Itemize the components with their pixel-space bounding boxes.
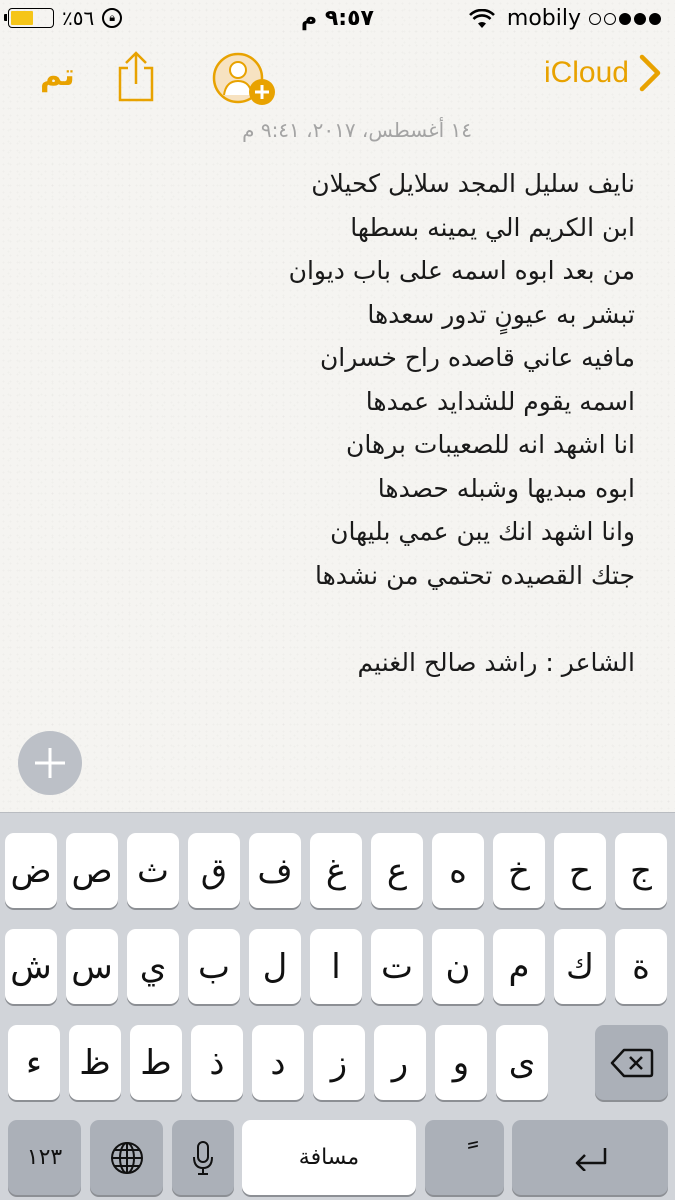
dictation-key[interactable]	[172, 1120, 234, 1195]
status-bar	[0, 0, 675, 40]
note-line: جتك القصيده تحتمي من نشدها	[314, 560, 635, 590]
key-row2-10[interactable]: ش	[5, 929, 57, 1004]
globe-key[interactable]	[90, 1120, 163, 1195]
key-row2-1[interactable]: ك	[554, 929, 606, 1004]
key-row2-7[interactable]: ب	[188, 929, 240, 1004]
note-line: الشاعر : راشد صالح الغنيم	[357, 647, 635, 677]
wifi-icon	[469, 9, 495, 29]
key-row2-0[interactable]: ة	[615, 929, 667, 1004]
signal-dot	[619, 13, 631, 25]
key-row3-2[interactable]: ر	[374, 1025, 426, 1100]
key-row3-3[interactable]: ز	[313, 1025, 365, 1100]
key-row3-4[interactable]: د	[252, 1025, 304, 1100]
key-row1-7[interactable]: ق	[188, 833, 240, 908]
note-line: مافيه عاني قاصده راح خسران	[319, 343, 635, 372]
status-right	[469, 6, 661, 31]
key-row1-1[interactable]: ح	[554, 833, 606, 908]
share-icon	[120, 53, 152, 100]
key-row1-8[interactable]: ث	[127, 833, 179, 908]
note-line: تبشر به عيونٍ تدور سعدها	[367, 299, 635, 329]
key-row1-0[interactable]: ج	[615, 833, 667, 908]
key-row3-1[interactable]: و	[435, 1025, 487, 1100]
share-button[interactable]	[114, 48, 158, 104]
signal-dot	[589, 13, 601, 25]
navigation-bar	[0, 40, 675, 110]
plus-badge-icon	[249, 79, 275, 105]
key-row1-2[interactable]: خ	[493, 833, 545, 908]
return-key[interactable]	[512, 1120, 668, 1195]
key-row2-3[interactable]: ن	[432, 929, 484, 1004]
return-icon	[572, 1145, 608, 1171]
key-row1-5[interactable]: غ	[310, 833, 362, 908]
key-row2-4[interactable]: ت	[371, 929, 423, 1004]
battery-percent: ٪٥٦	[62, 6, 95, 30]
note-line: وانا اشهد انك يبن عمي بليهان	[330, 517, 635, 546]
key-row3-6[interactable]: ط	[130, 1025, 182, 1100]
numbers-key[interactable]: ١٢٣	[8, 1120, 81, 1195]
note-line: ابن الكريم الي يمينه بسطها	[350, 212, 635, 242]
key-row1-9[interactable]: ص	[66, 833, 118, 908]
key-row1-10[interactable]: ض	[5, 833, 57, 908]
signal-dot	[634, 13, 646, 25]
key-row3-5[interactable]: ذ	[191, 1025, 243, 1100]
key-row2-8[interactable]: ي	[127, 929, 179, 1004]
space-key[interactable]: مسافة	[242, 1120, 416, 1195]
diacritics-key[interactable]	[425, 1120, 504, 1195]
signal-dot	[649, 13, 661, 25]
key-row1-6[interactable]: ف	[249, 833, 301, 908]
signal-dot	[604, 13, 616, 25]
orientation-lock-icon: 🔒︎	[102, 8, 122, 28]
signal-strength-icon	[589, 13, 661, 25]
note-text[interactable]	[35, 162, 635, 684]
note-line: ابوه مبديها وشبله حصدها	[377, 473, 635, 503]
back-label: iCloud	[543, 56, 629, 89]
keyboard	[0, 812, 675, 1200]
key-row2-6[interactable]: ل	[249, 929, 301, 1004]
key-row3-8[interactable]: ء	[8, 1025, 60, 1100]
note-line: انا اشهد انه للصعيبات برهان	[346, 430, 635, 459]
note-date: ١٤ أغسطس، ٢٠١٧، ٩:٤١ م	[242, 118, 472, 142]
chevron-right-icon	[639, 54, 661, 92]
key-row1-3[interactable]: ه	[432, 833, 484, 908]
note-line: اسمه يقوم للشدايد عمدها	[365, 386, 635, 416]
note-line: نايف سليل المجد سلايل كحيلان	[311, 169, 635, 198]
done-button[interactable]: تم	[40, 58, 75, 93]
globe-icon	[109, 1140, 145, 1176]
key-row2-2[interactable]: م	[493, 929, 545, 1004]
key-row2-9[interactable]: س	[66, 929, 118, 1004]
back-button[interactable]	[544, 54, 661, 92]
key-row1-4[interactable]: ع	[371, 833, 423, 908]
add-attachment-button[interactable]	[18, 731, 82, 795]
key-row3-0[interactable]: ى	[496, 1025, 548, 1100]
note-line: من بعد ابوه اسمه على باب ديوان	[288, 256, 635, 285]
note-blank-line	[35, 597, 635, 641]
delete-icon	[610, 1048, 654, 1078]
add-people-button[interactable]	[212, 48, 282, 108]
key-row2-5[interactable]: ا	[310, 929, 362, 1004]
key-row3-7[interactable]: ظ	[69, 1025, 121, 1100]
carrier-name: mobily	[506, 6, 581, 31]
status-time: ٩:٥٧ م	[301, 6, 374, 31]
plus-icon	[33, 746, 67, 780]
microphone-icon	[192, 1140, 214, 1176]
delete-key[interactable]	[595, 1025, 668, 1100]
